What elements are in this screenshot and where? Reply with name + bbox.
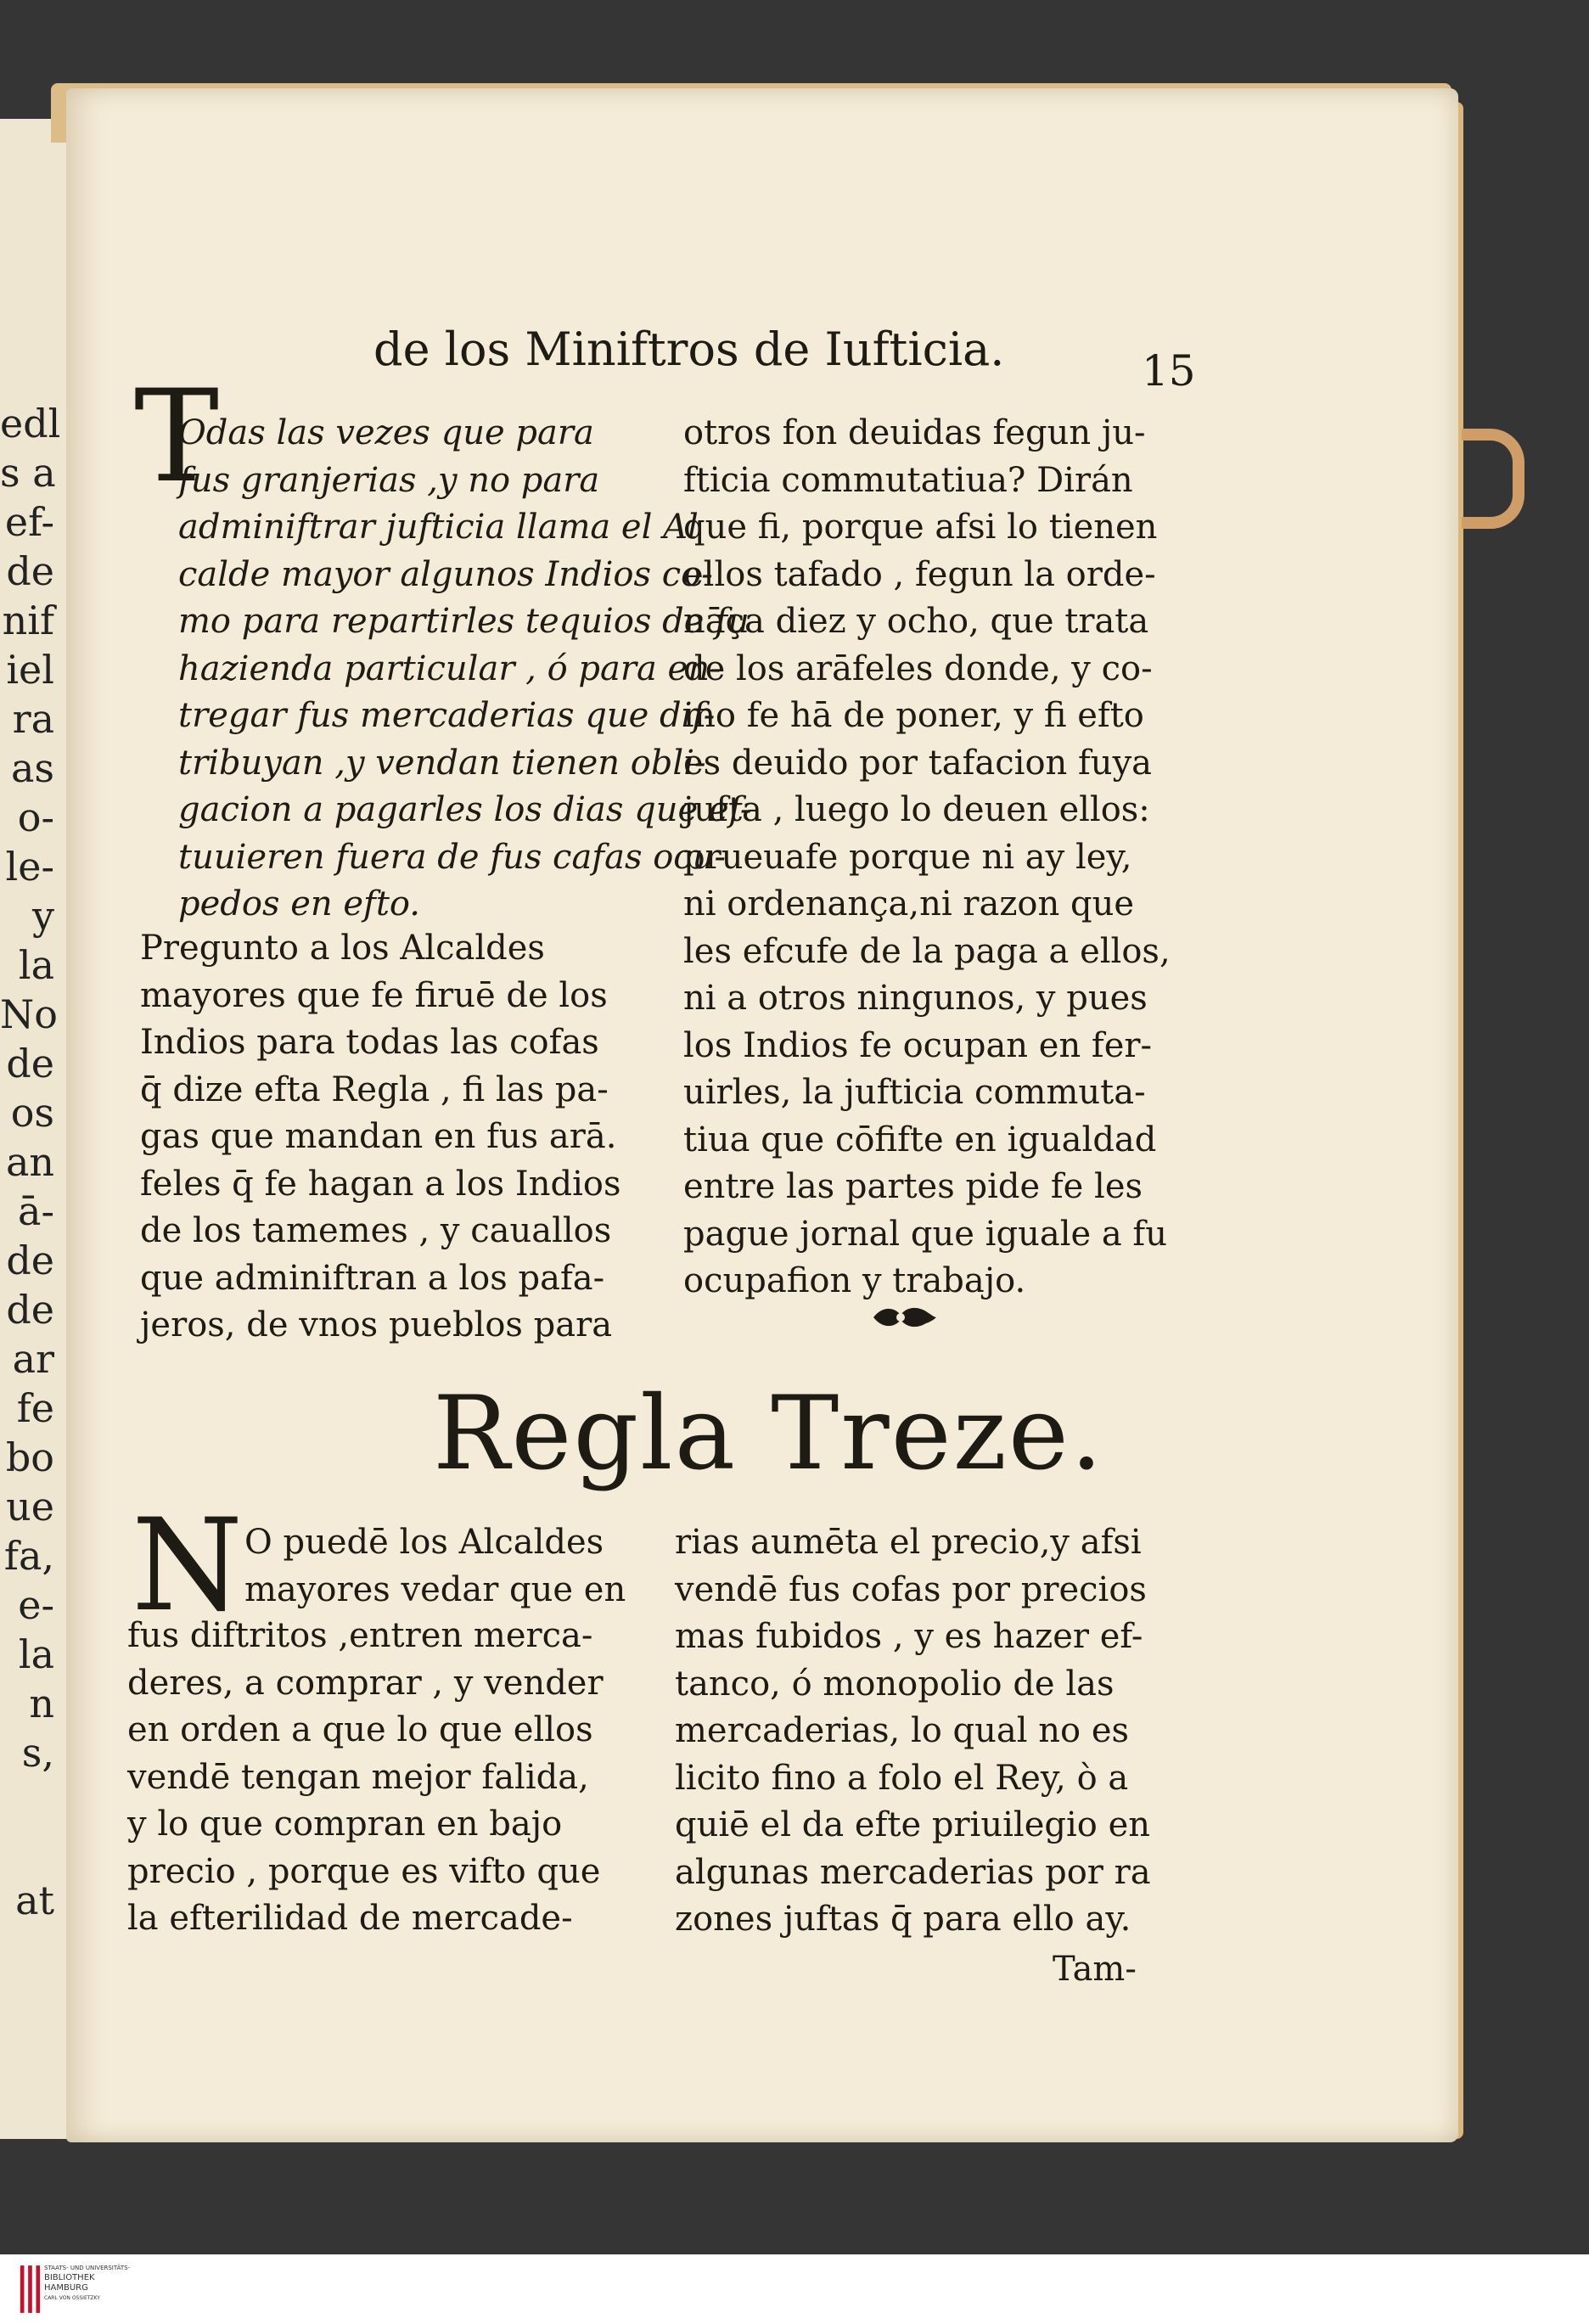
left-page-fragment: de bbox=[6, 548, 54, 594]
text-line: jeros, de vnos pueblos para bbox=[140, 1305, 613, 1344]
text-line: tregar fus mercaderias que dif- bbox=[178, 696, 716, 735]
text-line: mayores que fe firuē de los bbox=[140, 975, 608, 1015]
text-line: en orden a que lo que ellos bbox=[127, 1710, 593, 1749]
left-page-fragment: ef- bbox=[4, 499, 54, 545]
left-page-fragment: o- bbox=[17, 794, 54, 840]
text-line: algunas mercaderias por ra bbox=[675, 1852, 1151, 1892]
left-page-fragment: e- bbox=[18, 1582, 54, 1628]
text-line: tanco, ó monopolio de las bbox=[675, 1664, 1115, 1704]
text-line: Odas las vezes que para bbox=[178, 413, 594, 452]
text-line: uirles, la jufticia commuta- bbox=[683, 1073, 1146, 1112]
right-column-second-paragraph bbox=[675, 1519, 1201, 1944]
left-page-fragment: la bbox=[18, 942, 54, 988]
left-page-fragment: ue bbox=[6, 1484, 54, 1530]
text-line: mo para repartirles tequios de fu bbox=[178, 602, 750, 641]
text-line: de los arāfeles donde, y co- bbox=[683, 648, 1153, 688]
text-line: y lo que compran en bajo bbox=[127, 1805, 563, 1844]
left-page-fragment: s, bbox=[21, 1730, 54, 1776]
page-number: 15 bbox=[1142, 346, 1196, 396]
text-line: les efcufe de la paga a ellos, bbox=[683, 931, 1171, 971]
left-page-fragment: at bbox=[15, 1878, 54, 1923]
text-line: q̄ dize efta Regla , fi las pa- bbox=[140, 1069, 609, 1109]
left-page-fragment: nif bbox=[2, 598, 54, 643]
text-line: ni a otros ningunos, y pues bbox=[683, 979, 1148, 1018]
text-line: nāça diez y ocho, que trata bbox=[683, 602, 1149, 641]
catchword: Tam- bbox=[1053, 1950, 1137, 1989]
text-line: de los tamemes , y cauallos bbox=[140, 1211, 612, 1250]
left-page-fragment: ā- bbox=[18, 1188, 54, 1234]
left-page-fragment: an bbox=[5, 1139, 54, 1185]
section-title: Regla Treze. bbox=[433, 1375, 1105, 1493]
text-line: prueuafe porque ni ay ley, bbox=[683, 837, 1132, 877]
drop-cap-t: T bbox=[134, 363, 220, 511]
left-page-fragment: le- bbox=[5, 844, 54, 890]
text-line: ellos tafado , fegun la orde- bbox=[683, 554, 1156, 594]
text-line: fus granjerias ,y no para bbox=[178, 460, 600, 500]
left-page-fragment: fa, bbox=[3, 1533, 54, 1579]
left-column-italic-paragraph bbox=[178, 410, 752, 929]
text-line: jufta , luego lo deuen ellos: bbox=[683, 790, 1150, 829]
left-page-fragment: de bbox=[6, 1287, 54, 1333]
footer-bar bbox=[0, 2254, 1589, 2324]
left-page-fragment: la bbox=[18, 1631, 54, 1677]
text-line: ocupafion y trabajo. bbox=[683, 1261, 1026, 1300]
left-page-fragment: n bbox=[29, 1681, 54, 1726]
text-line: mas fubidos , y es hazer ef- bbox=[675, 1617, 1143, 1656]
text-line: es deuido por tafacion fuya bbox=[683, 743, 1153, 783]
text-line: O puedē los Alcaldes bbox=[244, 1523, 604, 1562]
drop-cap-n: N bbox=[132, 1492, 244, 1640]
text-line: mayores vedar que en bbox=[244, 1569, 626, 1609]
text-line: Indios para todas las cofas bbox=[140, 1023, 599, 1062]
library-logo-text: STAATS- UND UNIVERSITÄTS- BIBLIOTHEK HAMBURG CARL VON OSSIETZKY bbox=[44, 2265, 131, 2301]
text-line: deres, a comprar , y vender bbox=[127, 1663, 604, 1703]
right-column-paragraph bbox=[683, 410, 1210, 1305]
running-header: de los Miniftros de Iufticia. bbox=[373, 323, 1005, 376]
text-line: entre las partes pide fe les bbox=[683, 1167, 1143, 1206]
text-line: precio , porque es vifto que bbox=[127, 1851, 601, 1891]
left-page-fragment: y bbox=[32, 893, 54, 939]
text-line: adminiftrar jufticia llama el Al bbox=[178, 508, 699, 547]
text-line: tuuieren fuera de fus cafas ocu- bbox=[178, 837, 726, 877]
left-page-fragment: fe bbox=[16, 1385, 54, 1431]
text-line: los Indios fe ocupan en fer- bbox=[683, 1025, 1153, 1065]
left-column-indented-lines bbox=[244, 1519, 652, 1614]
text-line: que adminiftran a los pafa- bbox=[140, 1258, 605, 1298]
left-page-fragment: bo bbox=[5, 1434, 54, 1480]
text-line: gacion a pagarles los dias que ef- bbox=[178, 790, 752, 829]
leather-tie-tab bbox=[1462, 429, 1524, 529]
left-page-fragment: No bbox=[0, 991, 58, 1037]
left-page-fragment: de bbox=[6, 1238, 54, 1283]
text-line: zones juftas q̄ para ello ay. bbox=[675, 1900, 1131, 1939]
text-line: hazienda particular , ó para en- bbox=[178, 648, 722, 688]
left-page-fragment: ar bbox=[12, 1336, 54, 1382]
text-line: fticia commutatiua? Dirán bbox=[683, 460, 1133, 500]
left-page-fragment: os bbox=[10, 1090, 54, 1136]
text-line: vendē tengan mejor falida, bbox=[127, 1757, 589, 1797]
left-page-fragment: s a bbox=[0, 450, 56, 496]
left-page-text-fragments bbox=[0, 399, 59, 1925]
left-page-fragment bbox=[0, 1827, 59, 1876]
text-line: mercaderias, lo qual no es bbox=[675, 1711, 1130, 1750]
text-line: vendē fus cofas por precios bbox=[675, 1569, 1147, 1609]
text-line: la efterilidad de mercade- bbox=[127, 1899, 573, 1938]
text-line: rias aumēta el precio,y afsi bbox=[675, 1523, 1142, 1562]
left-page-fragment bbox=[0, 1777, 59, 1827]
text-line: gas que mandan en fus arā. bbox=[140, 1117, 617, 1156]
left-page-fragment: as bbox=[10, 745, 54, 791]
text-line: pedos en efto. bbox=[178, 884, 420, 923]
left-page-fragment: iel bbox=[6, 647, 54, 693]
text-line: licito fino a folo el Rey, ò a bbox=[675, 1758, 1129, 1798]
left-page-fragment: edl bbox=[0, 401, 61, 446]
text-line: quiē el da efte priuilegio en bbox=[675, 1805, 1150, 1844]
text-line: otros fon deuidas fegun ju- bbox=[683, 413, 1146, 452]
text-line: que fi, porque afsi lo tienen bbox=[683, 508, 1158, 547]
text-line: Pregunto a los Alcaldes bbox=[140, 929, 545, 968]
text-line: mo fe hā de poner, y fi efto bbox=[683, 696, 1144, 735]
left-page-fragment: de bbox=[6, 1041, 54, 1086]
left-page-fragment: ra bbox=[12, 696, 54, 742]
left-column-second-paragraph bbox=[127, 1613, 654, 1943]
text-line: tribuyan ,y vendan tienen obli- bbox=[178, 743, 706, 783]
text-line: feles q̄ fe hagan a los Indios bbox=[140, 1164, 621, 1204]
fleuron-ornament-icon bbox=[870, 1303, 938, 1332]
left-column-paragraph bbox=[140, 925, 649, 1350]
text-line: calde mayor algunos Indios co- bbox=[178, 554, 713, 594]
text-line: pague jornal que iguale a fu bbox=[683, 1214, 1167, 1254]
text-line: tiua que cōfifte en igualdad bbox=[683, 1120, 1157, 1159]
text-line: fus diftritos ,entren merca- bbox=[127, 1616, 593, 1655]
text-line: ni ordenança,ni razon que bbox=[683, 884, 1134, 923]
